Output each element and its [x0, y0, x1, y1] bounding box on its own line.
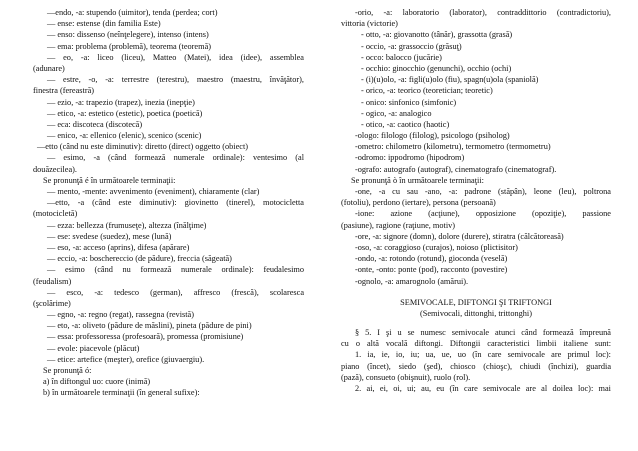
text-line: - orico, -a: teorico (teoretician; teoretic): [361, 86, 493, 96]
text-line: - occo: balocco (jucărie): [361, 52, 442, 62]
text-line: — etice: artefice (meşter), orefice (giuvaergiu).: [47, 354, 205, 364]
text-line: —etto, -a (când este diminutiv): giovinetto (tinerel), motocicletta: [47, 198, 304, 208]
text-line: -ore, -a: signore (domn), dolore (durere), stiratra (călcătoreasă): [355, 231, 564, 241]
text-line: Se pronunţă é în următoarele terminaţii:: [43, 175, 176, 185]
text-line: (feudalism): [33, 276, 72, 286]
text-line: -one, -a cu sau -ano, -a: padrone (stăpân), leone (leu), poltrona: [355, 187, 611, 196]
text-line: — egno, -a: regno (regat), rassegna (revistă): [47, 310, 194, 320]
text-line: -onte, -onto: ponte (pod), racconto (povestire): [355, 265, 508, 275]
text-line: -oso, -a: coraggioso (curajos), noioso (plictisitor): [355, 242, 518, 252]
paragraph-line: (pază), consueto (obişnuit), ruolo (rol).: [341, 372, 471, 382]
right-column: [341, 7, 611, 394]
text-line: b) în următoarele terminaţii (în general sufixe):: [43, 388, 200, 398]
text-line: (pasiune), ragione (raţiune, motiv): [341, 220, 456, 230]
text-line: (fotoliu), perdono (iertare), persona (persoană): [341, 198, 496, 208]
text-line: — ezio, -a: trapezio (trapez), inezia (inepţie): [47, 97, 195, 107]
left-column: [33, 7, 304, 399]
text-line: — essa: professoressa (profesoară), promessa (promisiune): [47, 332, 244, 342]
text-line: - occhio: ginocchio (genunchi), occhio (ochi): [361, 63, 512, 73]
text-line: (motocicletă): [33, 209, 78, 219]
paragraph-line: § 5. I şi u se numesc semivocale atunci când formează împreună: [355, 328, 611, 338]
text-line: - onico: sinfonico (simfonic): [361, 97, 457, 107]
text-line: —etto (când nu este diminutiv): diretto (direct) oggetto (obiect): [37, 142, 249, 152]
text-line: a) în diftongul uo: cuore (inimă): [43, 377, 151, 387]
paragraph-line: 2. ai, ei, oi, ui; au, eu (în care semivocale are al doilea loc): mai: [355, 384, 611, 393]
text-line: — eca: discoteca (discotecă): [47, 119, 143, 129]
text-line: — estre, -o, -a: terrestre (terestru), maestro (maestru, învăţător),: [47, 75, 304, 85]
paragraph-line: piano (încet), siedo (şed), chiosco (chioşc), chiudi (închizi), guardia: [341, 361, 611, 371]
text-line: Se pronunţă ò în următoarele terminaţii:: [351, 175, 484, 185]
section-subtitle: (Semivocali, dittonghi, trittonghi): [420, 308, 532, 318]
section-title: SEMIVOCALE, DIFTONGI ŞI TRIFTONGI: [400, 297, 552, 307]
text-line: — enico, -a: ellenico (elenic), scenico (scenic): [47, 131, 202, 141]
text-line: - ogico, -a: analogico: [361, 108, 432, 118]
section-body: [341, 327, 611, 394]
text-line: (şcolărime): [33, 298, 71, 308]
text-line: — eso, -a: acceso (aprins), difesa (apărare): [47, 242, 190, 252]
text-line: finestra (fereastră): [33, 86, 95, 96]
text-line: — esimo (când nu formează numerale ordinale): feudalesimo: [47, 265, 304, 275]
paragraph-line: 1. ia, ie, io, iu; ua, ue, uo (în care semivocale are primul loc):: [355, 350, 611, 360]
text-line: — evole: piacevole (plăcut): [47, 343, 140, 353]
text-line: — mento, -mente: avvenimento (eveniment), chiaramente (clar): [47, 187, 260, 196]
text-line: -ondo, -a: rotondo (rotund), gioconda (veselă): [355, 254, 508, 264]
text-line: -orio, -a: laboratorio (laborator), contraddittorio (contradictoriu),: [355, 8, 611, 17]
text-line: — esimo, -a (când formează numerale ordinale): ventesimo (al: [47, 153, 304, 163]
text-line: — ese: svedese (suedez), mese (lună): [47, 231, 172, 241]
text-line: douăzecilea).: [33, 164, 77, 174]
text-line: - otto, -a: giovanotto (tânăr), grassotta (grasă): [361, 30, 513, 40]
text-line: — etico, -a: estetico (estetic), poetica (poetică): [47, 108, 203, 118]
text-line: -ografo: autografo (autograf), cinematografo (cinematograf).: [355, 164, 557, 174]
text-line: - (i)(u)olo, -a: figli(u)olo (fiu), spagn(u)ola (spaniolă): [361, 75, 539, 85]
text-line: - otico, -a: caotico (haotic): [361, 119, 450, 129]
text-line: — esco, -a: tedesco (german), affresco (frescă), scolaresca: [47, 287, 304, 297]
text-line: (adunare): [33, 63, 65, 73]
text-line: - occio, -a: grassoccio (grăsuţ): [361, 41, 462, 51]
text-line: -odromo: ippodromo (hipodrom): [355, 153, 465, 163]
text-line: -ione: azione (acţiune), opposizione (opoziţie), passione: [355, 209, 611, 219]
text-line: Se pronunţă ó:: [43, 366, 92, 375]
text-line: —endo, -a: stupendo (uimitor), tenda (perdea; cort): [47, 8, 218, 17]
text-line: — eto, -a: oliveto (pădure de măslini), pineta (pădure de pini): [47, 321, 252, 331]
text-line: — eccio, -a: boschereccio (de pădure), freccia (săgeată): [47, 254, 232, 264]
text-line: — ense: estense (din familia Este): [47, 19, 161, 29]
text-line: — eo, -a: liceo (liceu), Matteo (Matei), idea (idee), assemblea: [47, 52, 304, 62]
text-line: — ema: problema (problemă), teorema (teoremă): [47, 41, 212, 51]
text-line: -ologo: filologo (filolog), psicologo (psiholog): [355, 131, 510, 141]
section-gap: [341, 287, 611, 297]
section-gap-2: [341, 319, 611, 327]
text-line: -ognolo, -a: amarognolo (amărui).: [355, 276, 469, 286]
text-line: — enso: dissenso (neînţelegere), intenso (intens): [47, 30, 209, 40]
right-column-list: [341, 7, 611, 287]
paragraph-line: cu o altă vocală diftongi. Diftongii caracteristici limbii italiene sunt:: [341, 339, 611, 349]
text-line: vittoria (victorie): [341, 19, 398, 29]
text-line: — ezza: bellezza (frumuseţe), altezza (înălţime): [47, 220, 207, 230]
text-line: -ometro: chilometro (kilometru), termometro (termometru): [355, 142, 551, 152]
